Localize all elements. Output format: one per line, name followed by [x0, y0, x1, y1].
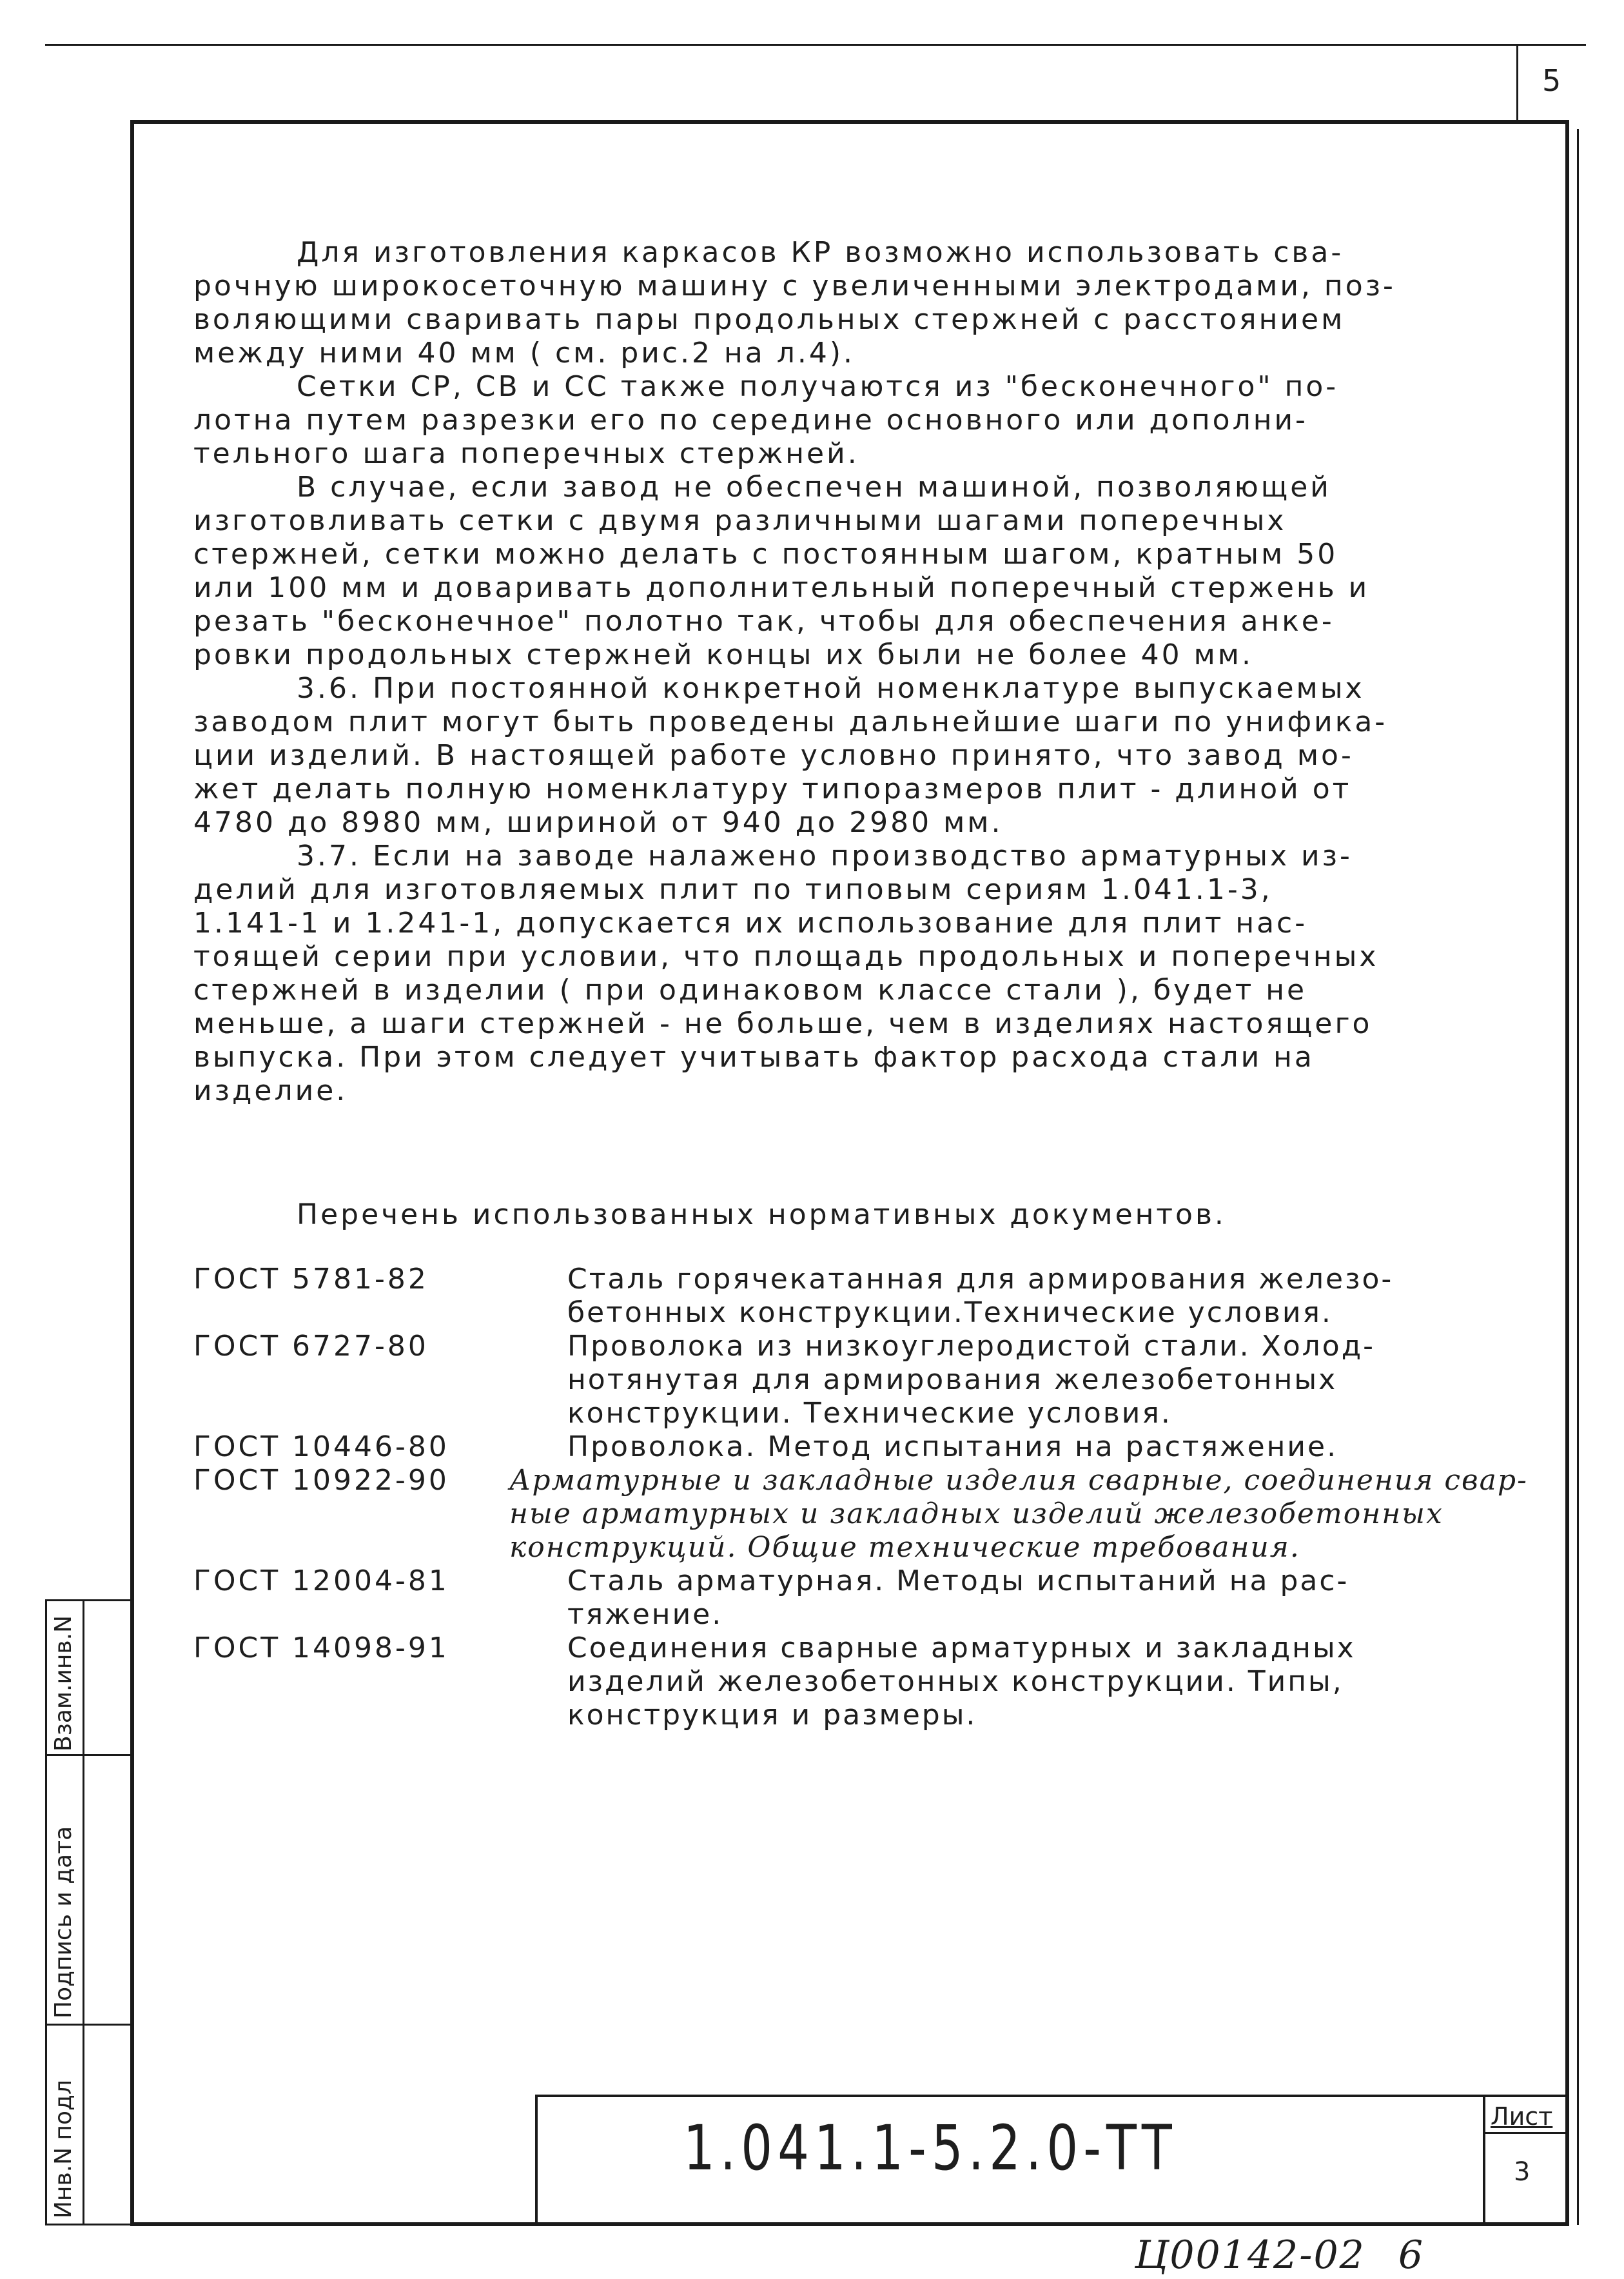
stamp-sheet-label: Лист	[1491, 2102, 1553, 2131]
side-strip-divider	[83, 1599, 84, 2225]
frame-left	[130, 120, 134, 2226]
side-strip-top	[45, 1599, 132, 1601]
document-description: ные арматурных и закладных изделий железобетонных	[509, 1497, 1443, 1530]
top-border-line	[45, 44, 1586, 46]
document-description: Проволока из низкоуглеродистой стали. Холод-	[567, 1330, 1376, 1363]
body-line: жет делать полную номенклатуру типоразмеров плит - длиной от	[193, 773, 1352, 805]
side-strip-sep-1	[45, 1754, 132, 1756]
frame-top	[130, 120, 1569, 124]
stamp-sheet-divider	[1483, 2095, 1485, 2224]
body-line: тоящей серии при условии, что площадь продольных и поперечных	[193, 940, 1379, 973]
document-code: ГОСТ 5781-82	[193, 1263, 429, 1296]
page-number-box-left	[1516, 44, 1518, 120]
stamp-designation: 1.041.1-5.2.0-ТТ	[683, 2112, 1177, 2184]
body-line: изделие.	[193, 1074, 348, 1107]
documents-title: Перечень использованных нормативных документов.	[297, 1198, 1226, 1231]
body-line: заводом плит могут быть проведены дальнейшие шаги по унифика-	[193, 705, 1388, 738]
document-code: ГОСТ 14098-91	[193, 1632, 449, 1664]
side-strip-left	[45, 1599, 47, 2225]
side-label-podpis: Подпись и дата	[50, 1826, 77, 2018]
body-line: ции изделий. В настоящей работе условно принято, что завод мо-	[193, 739, 1354, 772]
body-line: В случае, если завод не обеспечен машиной, позволяющей	[297, 471, 1331, 504]
frame-right-outer	[1577, 129, 1579, 2225]
frame-bottom	[130, 2222, 1569, 2226]
body-line: Сетки СР, СВ и СС также получаются из "бесконечного" по-	[297, 370, 1339, 403]
body-line: лотна путем разрезки его по середине основного или дополни-	[193, 404, 1308, 437]
body-line: 3.7. Если на заводе налажено производство арматурных из-	[297, 840, 1353, 873]
stamp-sheet-sep	[1483, 2132, 1567, 2134]
body-line: стержней, сетки можно делать с постоянным шагом, кратным 50	[193, 538, 1338, 571]
document-description: нотянутая для армирования железобетонных	[567, 1363, 1338, 1396]
document-description: конструкции. Технические условия.	[567, 1397, 1172, 1430]
body-line: Для изготовления каркасов КР возможно использовать сва-	[297, 236, 1344, 269]
body-line: изготовливать сетки с двумя различными шагами поперечных	[193, 504, 1287, 537]
body-line: 3.6. При постоянной конкретной номенклатуре выпускаемых	[297, 672, 1365, 705]
body-line: 4780 до 8980 мм, шириной от 940 до 2980 мм.	[193, 806, 1003, 839]
document-description: бетонных конструкции.Технические условия.	[567, 1296, 1333, 1329]
document-code: ГОСТ 10446-80	[193, 1430, 449, 1463]
document-description: изделий железобетонных конструкции. Типы,	[567, 1665, 1344, 1698]
document-description: тяжение.	[567, 1598, 723, 1631]
document-description: Арматурные и закладные изделия сварные, соединения свар-	[509, 1464, 1528, 1497]
body-line: или 100 мм и доваривать дополнительный поперечный стержень и	[193, 571, 1370, 604]
document-code: ГОСТ 12004-81	[193, 1564, 449, 1597]
stamp-left	[535, 2095, 538, 2224]
document-description: Сталь горячекатанная для армирования железо-	[567, 1263, 1394, 1296]
body-line: тельного шага поперечных стержней.	[193, 437, 859, 470]
document-description: конструкций. Общие технические требования.	[509, 1531, 1300, 1564]
side-label-inv-podl: Инв.N подл	[50, 2080, 77, 2218]
body-line: ровки продольных стержней концы их были не более 40 мм.	[193, 638, 1253, 671]
side-strip-bottom	[45, 2224, 132, 2225]
page-number: 5	[1542, 63, 1561, 98]
frame-right	[1565, 120, 1569, 2226]
body-line: меньше, а шаги стержней - не больше, чем в изделиях настоящего	[193, 1007, 1373, 1040]
body-line: выпуска. При этом следует учитывать фактор расхода стали на	[193, 1041, 1315, 1074]
body-line: стержней в изделии ( при одинаковом классе стали ), будет не	[193, 974, 1307, 1007]
document-code: ГОСТ 6727-80	[193, 1330, 429, 1363]
document-description: Проволока. Метод испытания на растяжение.	[567, 1430, 1338, 1463]
body-line: резать "бесконечное" полотно так, чтобы для обеспечения анке-	[193, 605, 1335, 638]
side-label-vzam: Взам.инв.N	[50, 1615, 77, 1751]
document-description: Соединения сварные арматурных и закладных	[567, 1632, 1356, 1664]
side-strip-sep-2	[45, 2024, 132, 2026]
body-line: воляющими сваривать пары продольных стержней с расстоянием	[193, 303, 1345, 336]
document-description: Сталь арматурная. Методы испытаний на рас-	[567, 1564, 1349, 1597]
handwritten-code: Ц00142-02 6	[1135, 2233, 1425, 2278]
body-line: делий для изготовляемых плит по типовым сериям 1.041.1-3,	[193, 873, 1273, 906]
body-line: между ними 40 мм ( см. рис.2 на л.4).	[193, 337, 856, 370]
body-line: 1.141-1 и 1.241-1, допускается их использование для плит нас-	[193, 907, 1308, 940]
stamp-sheet-number: 3	[1514, 2157, 1531, 2187]
body-line: рочную широкосеточную машину с увеличенными электродами, поз-	[193, 270, 1396, 302]
document-code: ГОСТ 10922-90	[193, 1464, 449, 1497]
document-description: конструкция и размеры.	[567, 1699, 977, 1731]
stamp-top	[535, 2095, 1567, 2097]
